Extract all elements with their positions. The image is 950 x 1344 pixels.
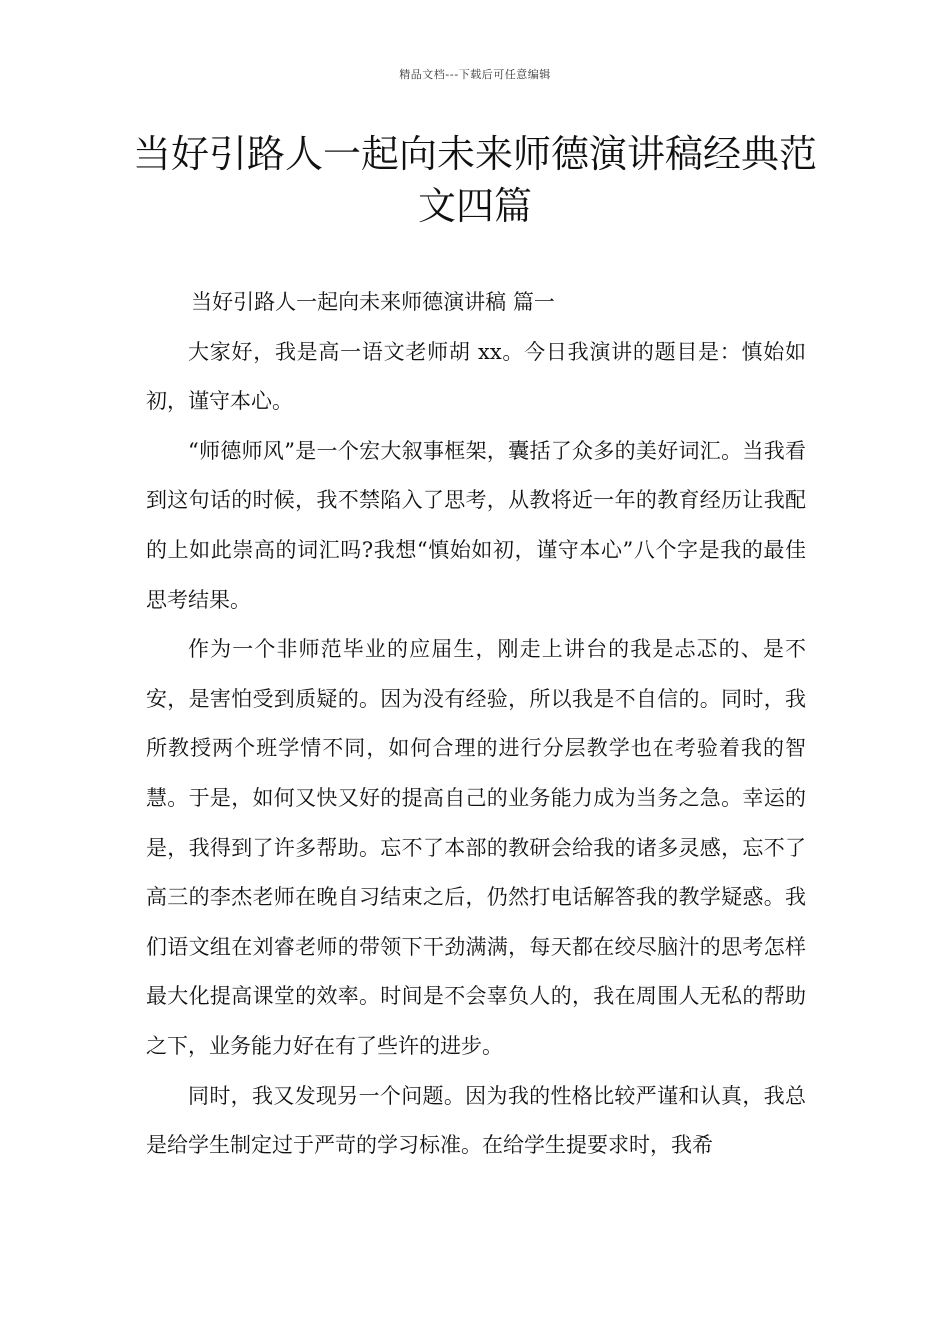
document-body xyxy=(146,278,806,1171)
paragraph: “师德师风”是一个宏大叙事框架，囊括了众多的美好词汇。当我看到这句话的时候，我不禁陷入了思考，从教将近一年的教育经历让我配的上如此崇高的词汇吗?我想“慎始如初，谨守本心”八个字是我的最佳思考结果。 xyxy=(146,438,806,612)
paragraph: 作为一个非师范毕业的应届生，刚走上讲台的我是忐忑的、是不安，是害怕受到质疑的。因为没有经验，所以我是不自信的。同时，我所教授两个班学情不同，如何合理的进行分层教学也在考验着我的智慧。于是，如何又快又好的提高自己的业务能力成为当务之急。幸运的是，我得到了许多帮助。忘不了本部的教研会给我的诸多灵感，忘不了高三的李杰老师在晚自习结束之后，仍然打电话解答我的教学疑惑。我们语文组在刘睿老师的带领下干劲满满，每天都在绞尽脑汁的思考怎样最大化提高课堂的效率。时间是不会辜负人的，我在周围人无私的帮助之下，业务能力好在有了些许的进步。 xyxy=(146,637,806,1058)
header-note: 精品文档---下载后可任意编辑 xyxy=(399,68,551,81)
paragraph: 大家好，我是高一语文老师胡 xx。今日我演讲的题目是：慎始如初，谨守本心。 xyxy=(146,339,806,414)
section-heading: 当好引路人一起向未来师德演讲稿 篇一 xyxy=(191,290,555,314)
document-title: 当好引路人一起向未来师德演讲稿经典范文四篇 xyxy=(132,132,817,228)
paragraph: 同时，我又发现另一个问题。因为我的性格比较严谨和认真，我总是给学生制定过于严苛的学习标准。在给学生提要求时，我希 xyxy=(146,1083,806,1158)
